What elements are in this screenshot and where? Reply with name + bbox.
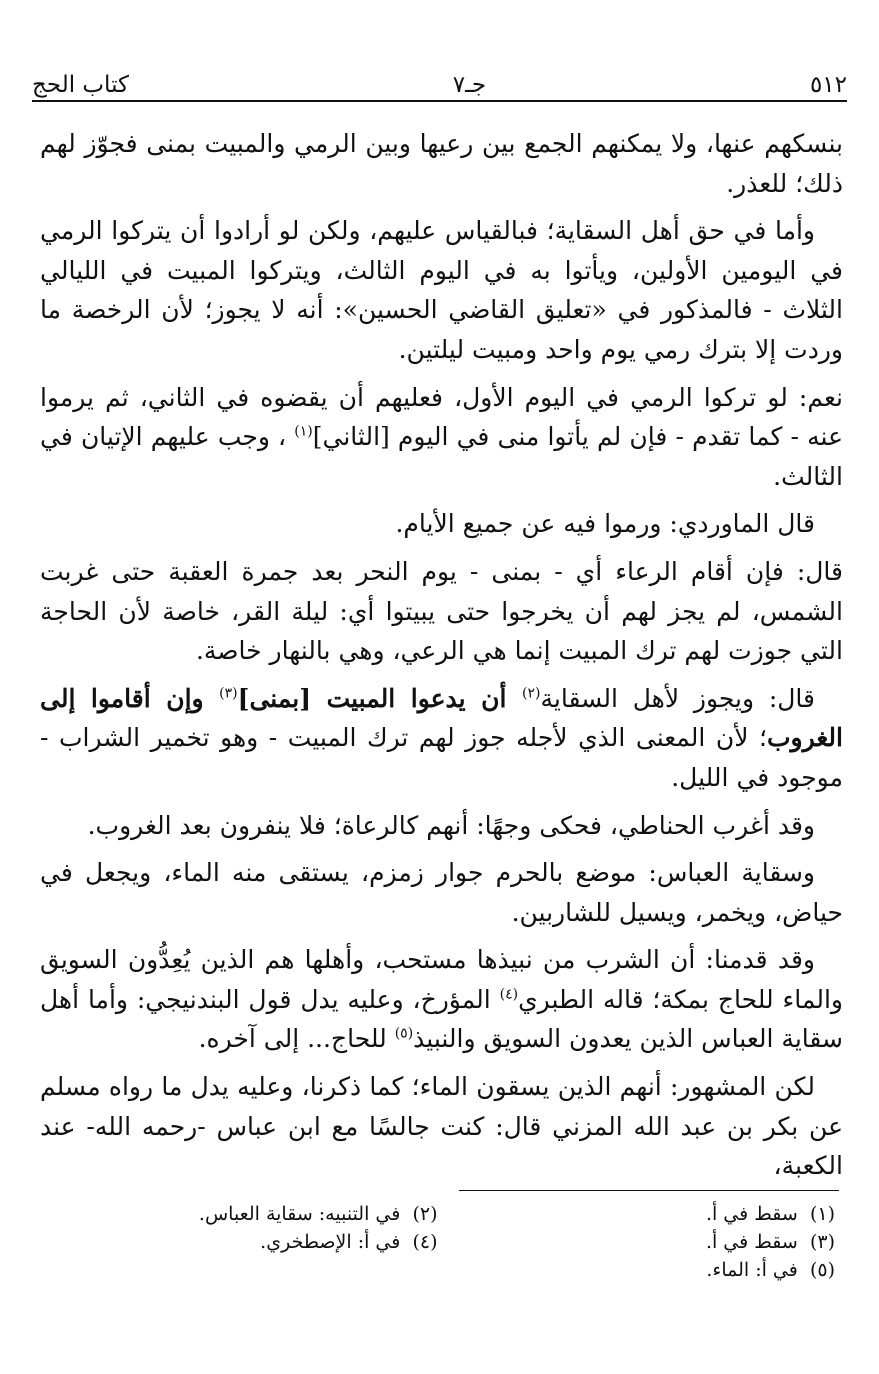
footnote-rule	[459, 1190, 839, 1191]
footnote-ref: (٤)	[499, 986, 519, 1003]
paragraph: وقد قدمنا: أن الشرب من نبيذها مستحب، وأهلها هم الذين يُعِدُّون السويق والماء للحاج بمكة؛ قاله الطبري$^{(٤)}$ المؤرخ، وعليه يدل قول البندنيجي: وأما أهل سقاية العباس الذين يعدون السويق والنبيذ$^{(٥)}$ للحاج... إلى آخره.	[40, 945, 843, 1054]
header-rule	[32, 100, 847, 102]
footnote-ref: (٥)	[394, 1026, 414, 1043]
page-number: ٥١٢	[809, 72, 847, 98]
paragraph: قال الماوردي: ورموا فيه عن جميع الأيام.	[395, 509, 815, 539]
running-header	[32, 58, 847, 98]
footnote-item: (٣) سقط في أ.	[705, 1231, 835, 1253]
footnotes	[40, 1200, 835, 1284]
paragraph: بنسكهم عنها، ولا يمكنهم الجمع بين رعيها وبين الرمي والمبيت بمنى فجوّز لهم ذلك؛ للعذر.	[40, 129, 843, 198]
paragraph: وقد أغرب الحناطي، فحكى وجهًا: أنهم كالرعاة؛ فلا ينفرون بعد الغروب.	[87, 810, 815, 840]
footnote-ref: (١)	[294, 423, 313, 440]
footnote-item: (٢) في التنبيه: سقاية العباس.	[198, 1203, 438, 1225]
footnote-ref: (٣)	[219, 685, 238, 702]
paragraph: نعم: لو تركوا الرمي في اليوم الأول، فعليهم أن يقضوه في الثاني، ثم يرموا عنه - كما تقدم - فإن لم يأتوا منى في اليوم [الثاني]$^{(١)}$ ، وجب عليهم الإتيان في الثالث.	[40, 382, 844, 491]
footnote-item: (١) سقط في أ.	[705, 1203, 835, 1225]
paragraph: قال: فإن أقام الرعاء أي - بمنى - يوم النحر بعد جمرة العقبة حتى غربت الشمس، لم يجز لهم أن يخرجوا حتى يبيتوا أي: ليلة القر، خاصة لأن الحاجة التي جوزت لهم ترك المبيت إنما هي الرعي، وهي بالنهار خاصة.	[40, 556, 843, 666]
footnote-item: (٥) في أ: الماء.	[706, 1259, 835, 1281]
main-text	[40, 124, 843, 1194]
paragraph: قال: ويجوز لأهل السقاية$^{(٢)}$ أن يدعوا المبيت [بمنى]$^{(٣)}$ وإن أقاموا إلى الغروب؛ لأن المعنى الذي لأجله جوز لهم ترك المبيت - وهو تخمير الشراب - موجود في الليل.	[40, 683, 843, 792]
paragraph: وسقاية العباس: موضع بالحرم جوار زمزم، يستقى منه الماء، ويجعل في حياض، ويخمر، ويسيل للشاربين.	[40, 858, 843, 927]
footnote-ref: (٢)	[522, 685, 541, 702]
paragraph: وأما في حق أهل السقاية؛ فبالقياس عليهم، ولكن لو أرادوا أن يتركوا الرمي في اليومين الأولين، ويأتوا به في اليوم الثالث، ويتركوا المبيت في الليالي الثلاث - فالمذكور في «تعليق القاضي الحسين»: أنه لا يجوز؛ لأن الرخصة ما وردت إلا بترك رمي يوم واحد ومبيت ليلتين.	[40, 216, 843, 364]
footnote-item: (٤) في أ: الإصطخري.	[260, 1231, 438, 1253]
volume-label: جـ٧	[452, 72, 487, 98]
book-title: كتاب الحج	[32, 72, 129, 98]
paragraph: لكن المشهور: أنهم الذين يسقون الماء؛ كما ذكرنا، وعليه يدل ما رواه مسلم عن بكر بن عبد الله المزني قال: كنت جالسًا مع ابن عباس -رحمه الله- عند الكعبة،	[40, 1072, 843, 1181]
